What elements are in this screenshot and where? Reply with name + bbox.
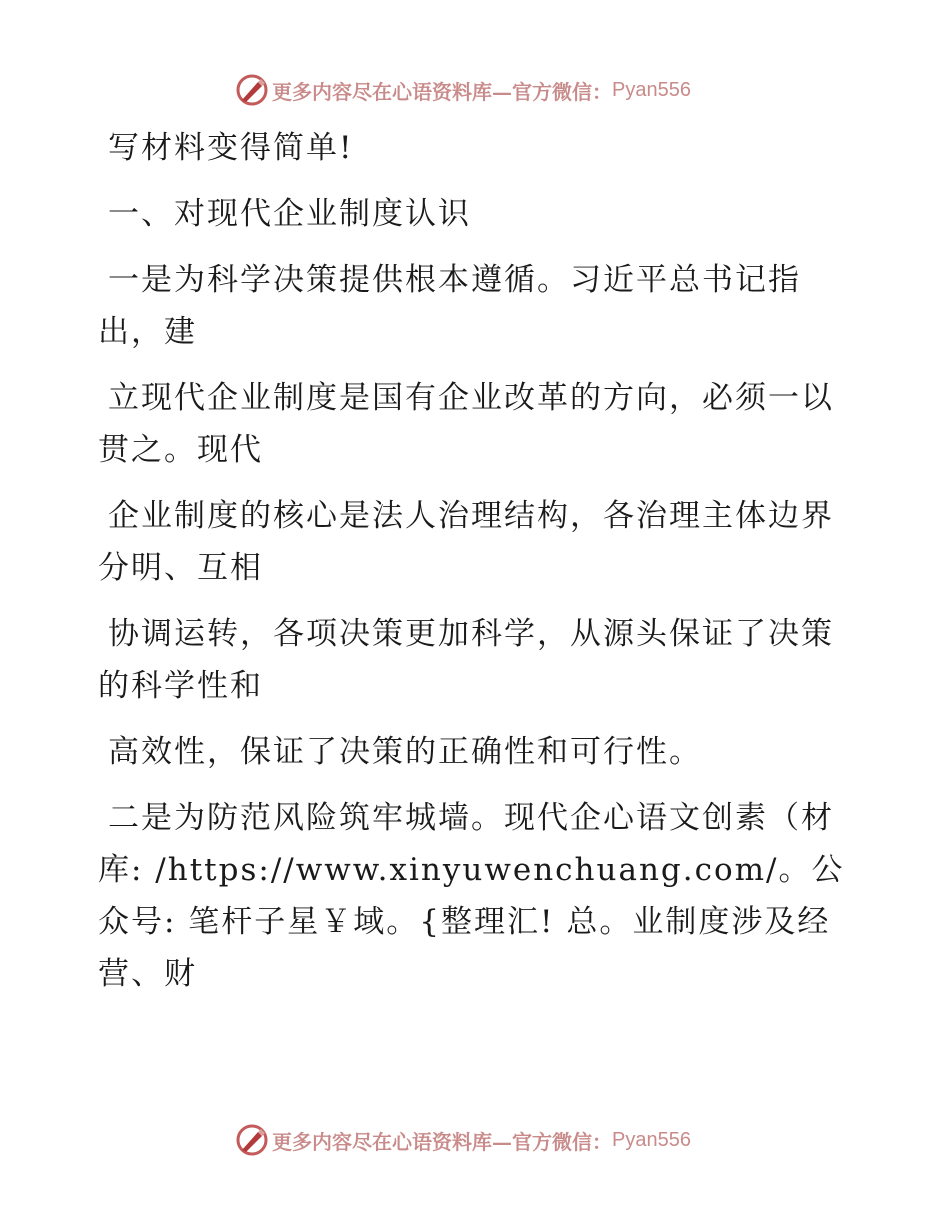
footer-watermark bbox=[236, 1123, 691, 1157]
paragraph: 立现代企业制度是国有企业改革的方向，必须一以贯之。现代 bbox=[98, 380, 834, 468]
pen-logo-icon bbox=[236, 74, 268, 106]
paragraph: 企业制度的核心是法人治理结构，各治理主体边界分明、互相 bbox=[98, 498, 834, 586]
header-watermark-text: 更多内容尽在心语资料库—官方微信： bbox=[272, 79, 612, 104]
paragraph: 协调运转，各项决策更加科学，从源头保证了决策的科学性和 bbox=[98, 616, 834, 704]
paragraph: 二是为防范风险筑牢城墙。现代企心语文创素（材库: /https://www.xinyuwenchuang.com/。公众号: 笔杆子星￥域。{整理汇! 总。业制度涉及经营、财 bbox=[98, 800, 845, 992]
paragraph: 一是为科学决策提供根本遵循。习近平总书记指出，建 bbox=[98, 262, 801, 350]
header-watermark-wechat-id: Pyan556 bbox=[612, 78, 691, 101]
footer-watermark-text: 更多内容尽在心语资料库—官方微信： bbox=[272, 1129, 612, 1154]
section-heading: 一、对现代企业制度认识 bbox=[108, 196, 471, 232]
footer-watermark-wechat-id: Pyan556 bbox=[612, 1128, 691, 1151]
pen-logo-icon bbox=[236, 1124, 268, 1156]
document-body bbox=[98, 122, 858, 1014]
paragraph: 高效性，保证了决策的正确性和可行性。 bbox=[108, 734, 702, 770]
header-watermark bbox=[236, 73, 691, 107]
paragraph-intro: 写材料变得简单! bbox=[108, 130, 354, 166]
